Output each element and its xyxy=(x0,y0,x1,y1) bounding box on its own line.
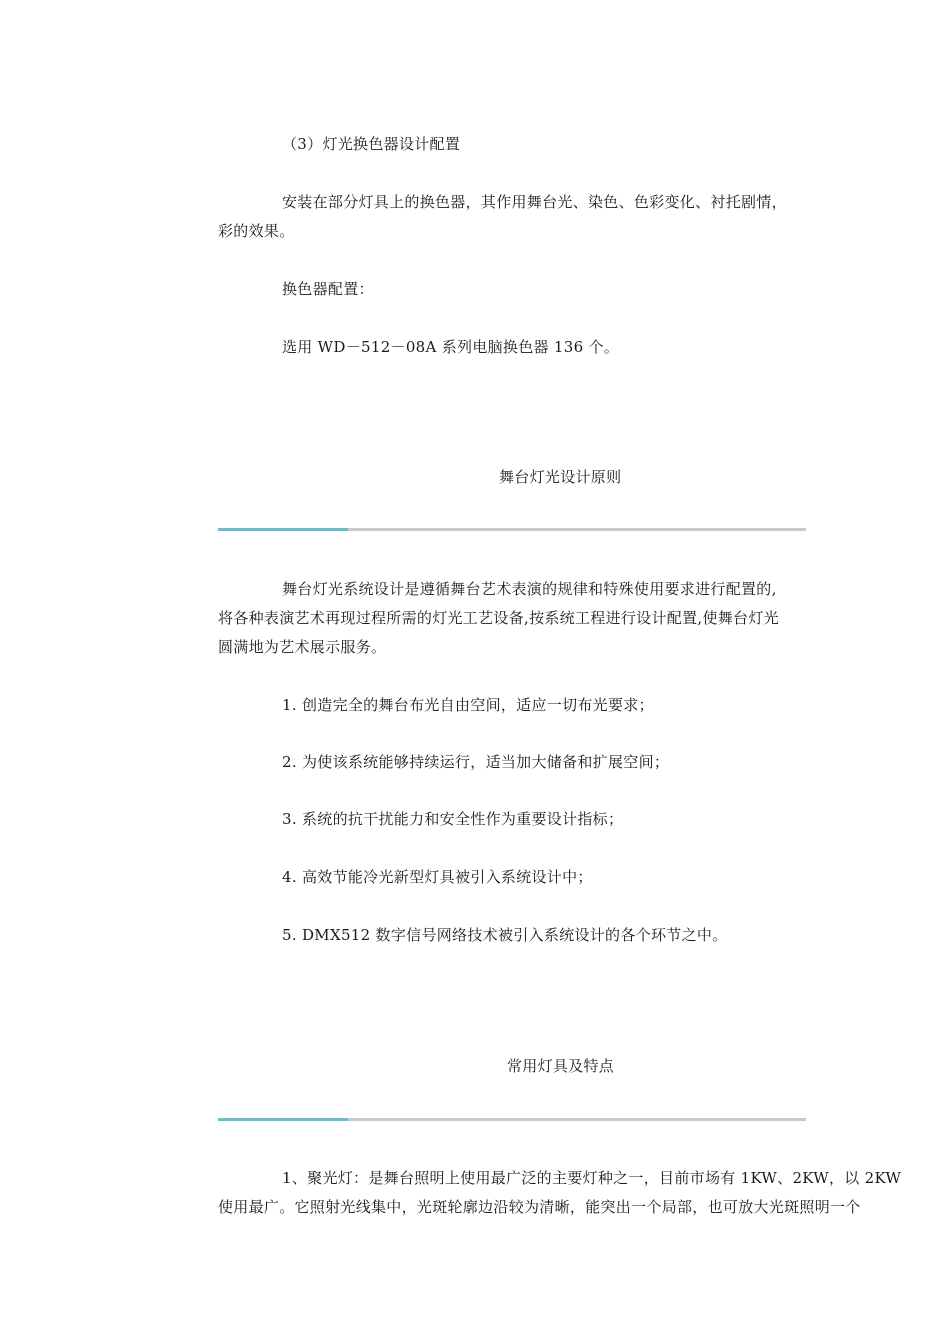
section-heading: （3）灯光换色器设计配置 xyxy=(282,135,461,153)
paragraph-line: 安装在部分灯具上的换色器，其作用舞台光、染色、色彩变化、衬托剧情， xyxy=(282,193,787,211)
section-divider xyxy=(218,1118,806,1121)
paragraph-line: 1、聚光灯：是舞台照明上使用最广泛的主要灯种之一，目前市场有 1KW、2KW，以 2KW xyxy=(282,1169,902,1187)
list-item: 5. DMX512 数字信号网络技术被引入系统设计的各个环节之中。 xyxy=(282,926,728,944)
divider-accent xyxy=(218,528,348,531)
config-label: 换色器配置： xyxy=(282,280,374,298)
paragraph-line: 使用最广。它照射光线集中，光斑轮廓边沿较为清晰，能突出一个局部，也可放大光斑照明一个 xyxy=(218,1198,861,1216)
list-item: 1. 创造完全的舞台布光自由空间，适应一切布光要求； xyxy=(282,696,654,714)
config-value: 选用 WD－512－08A 系列电脑换色器 136 个。 xyxy=(282,338,620,356)
list-item: 4. 高效节能冷光新型灯具被引入系统设计中； xyxy=(282,868,593,886)
section-title-principles: 舞台灯光设计原则 xyxy=(499,468,622,486)
list-item: 3. 系统的抗干扰能力和安全性作为重要设计指标； xyxy=(282,810,624,828)
section-divider xyxy=(218,528,806,531)
divider-accent xyxy=(218,1118,348,1121)
list-item: 2. 为使该系统能够持续运行，适当加大储备和扩展空间； xyxy=(282,753,670,771)
paragraph-line: 将各种表演艺术再现过程所需的灯光工艺设备,按系统工程进行设计配置,使舞台灯光 xyxy=(218,609,779,627)
paragraph-line: 圆满地为艺术展示服务。 xyxy=(218,638,387,656)
paragraph-line: 彩的效果。 xyxy=(218,222,295,240)
section-title-fixtures: 常用灯具及特点 xyxy=(507,1057,615,1075)
paragraph-line: 舞台灯光系统设计是遵循舞台艺术表演的规律和特殊使用要求进行配置的, xyxy=(282,580,777,598)
